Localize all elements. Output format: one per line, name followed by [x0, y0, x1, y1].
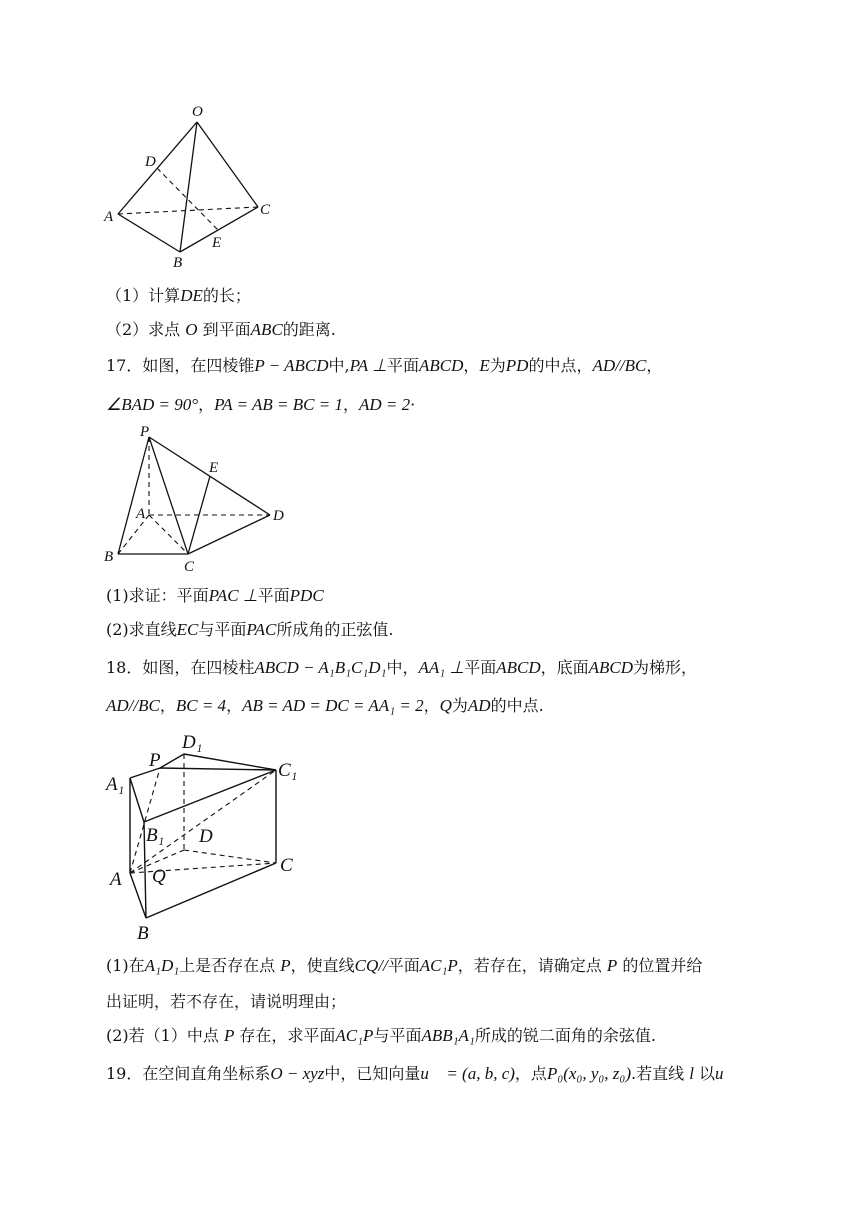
text-run: 中，	[386, 658, 419, 677]
text-run: ，使直线	[290, 956, 355, 975]
text-run: .若直线	[631, 1064, 690, 1083]
math-expression: AA₁ ⊥	[418, 658, 465, 677]
math-expression: ∠BAD = 90°	[106, 395, 199, 414]
math-expression: AC₁P	[335, 1026, 374, 1045]
label-A1: A₁	[106, 774, 125, 795]
text-run: (2)求直线	[106, 620, 177, 639]
label-D: D	[145, 154, 156, 170]
text-run: ，	[646, 356, 663, 375]
label-A: A	[104, 209, 114, 225]
text-run: ，	[159, 696, 176, 715]
label-A: A	[110, 869, 122, 890]
label-E: E	[212, 235, 222, 251]
label-P: P	[149, 750, 161, 771]
math-expression: AD//BC	[592, 356, 647, 375]
text-run: ，底面	[540, 658, 589, 677]
math-expression: AC₁P	[419, 956, 458, 975]
text-run: ，	[463, 356, 480, 375]
text-run: (1)求证：平面	[106, 586, 209, 605]
q18-part1a	[106, 954, 702, 978]
text-run: 平面	[387, 956, 420, 975]
math-expression: P	[280, 956, 291, 975]
q16-part2-text: （2）求点	[106, 320, 181, 339]
math-expression: ABCD − A₁B₁C₁D₁	[254, 658, 387, 677]
q16-part2-math2: ABC	[250, 320, 283, 339]
text-run: 与平面	[373, 1026, 422, 1045]
math-expression: E	[479, 356, 490, 375]
math-expression: PA = AB = BC = 1	[214, 395, 343, 414]
math-expression: PDC	[289, 586, 324, 605]
text-run: 平面	[464, 658, 497, 677]
math-expression: l	[689, 1064, 694, 1083]
text-run: 中,	[328, 356, 350, 375]
text-run: 所成的锐二面角的余弦值.	[474, 1026, 656, 1045]
q16-part1-tail: 的长；	[202, 286, 251, 305]
text-run: ·	[410, 395, 416, 414]
q18-part2	[106, 1024, 656, 1048]
math-expression: ABCD	[418, 356, 464, 375]
math-expression: BC = 4	[175, 696, 227, 715]
text-run: 18．如图，在四棱柱	[106, 658, 255, 677]
math-expression: AD	[467, 696, 491, 715]
q16-part1-math: DE	[180, 286, 203, 305]
prism-figure	[100, 728, 310, 943]
pyramid-figure	[100, 420, 300, 580]
text-run: ，	[423, 696, 440, 715]
text-run: 的中点，	[528, 356, 593, 375]
label-D: D	[199, 826, 213, 847]
math-expression: O − xyz	[270, 1064, 325, 1083]
label-C: C	[280, 855, 293, 876]
text-run: 的中点.	[490, 696, 544, 715]
text-run: ，若存在，请确定点	[457, 956, 607, 975]
text-run: 中，已知向量	[324, 1064, 421, 1083]
text-run: ，	[226, 696, 243, 715]
math-expression: PD	[505, 356, 529, 375]
math-expression: u⃗	[715, 1064, 737, 1083]
label-Q: Q	[152, 866, 166, 887]
q17-line2	[106, 393, 415, 417]
label-B: B	[173, 255, 183, 271]
q18-line2	[106, 694, 544, 718]
text-run: 为	[451, 696, 468, 715]
q16-part2-mid: 到平面	[202, 320, 251, 339]
math-expression: AB = AD = DC = AA₁ = 2	[242, 696, 424, 715]
math-expression: P	[606, 956, 618, 975]
text-run: 的位置并给	[617, 956, 703, 975]
q16-part2-math1: O	[185, 320, 198, 339]
label-B: B	[137, 923, 149, 943]
math-expression: u⃗ = (a, b, c)	[420, 1064, 515, 1083]
math-expression: P − ABCD	[254, 356, 329, 375]
math-expression: P	[223, 1026, 235, 1045]
math-expression: CQ//	[354, 956, 388, 975]
math-expression: AD = 2	[358, 395, 411, 414]
tetrahedron-figure	[100, 100, 290, 275]
math-expression: ABCD	[496, 658, 541, 677]
math-expression: EC	[176, 620, 199, 639]
text-run: (1)在	[106, 956, 145, 975]
math-expression: PAC ⊥	[208, 586, 258, 605]
math-expression: A₁D₁	[144, 956, 180, 975]
q16-part1	[106, 284, 251, 308]
text-run: 平面	[386, 356, 419, 375]
math-expression: P₀(x₀, y₀, z₀)	[546, 1064, 631, 1083]
text-run: 为	[489, 356, 506, 375]
text-run: 出证明，若不存在，请说明理由；	[106, 992, 347, 1011]
text-run: ，点	[514, 1064, 547, 1083]
text-run: (2)若（1）中点	[106, 1026, 224, 1045]
label-C1: C₁	[278, 760, 298, 781]
math-expression: ABB₁A₁	[421, 1026, 475, 1045]
label-O: O	[192, 104, 203, 120]
q16-part2	[106, 318, 336, 342]
q16-part2-tail: 的距离.	[282, 320, 336, 339]
q19-line1	[106, 1062, 737, 1086]
label-D1: D₁	[182, 732, 203, 753]
q17-line1	[106, 354, 662, 378]
label-D: D	[273, 508, 284, 524]
text-run: ，	[198, 395, 215, 414]
label-C: C	[260, 202, 271, 218]
text-run: ，	[342, 395, 359, 414]
math-expression: PA ⊥	[349, 356, 387, 375]
text-run: 为梯形，	[633, 658, 698, 677]
math-expression: AD//BC	[106, 696, 160, 715]
math-expression: ABCD	[588, 658, 634, 677]
q17-part1	[106, 584, 324, 608]
text-run: 19．在空间直角坐标系	[106, 1064, 271, 1083]
q18-part1b	[106, 990, 346, 1014]
text-run: 存在，求平面	[234, 1026, 336, 1045]
text-run: 17．如图，在四棱锥	[106, 356, 255, 375]
text-run: 与平面	[198, 620, 247, 639]
math-expression: Q	[439, 696, 452, 715]
label-E: E	[209, 460, 219, 476]
label-B1: B₁	[146, 825, 165, 846]
q16-part1-text: （1）计算	[106, 286, 181, 305]
label-A: A	[136, 506, 146, 522]
text-run: 平面	[257, 586, 290, 605]
text-run: 所成角的正弦值.	[276, 620, 394, 639]
text-run: 上是否存在点	[179, 956, 281, 975]
label-B: B	[104, 549, 114, 565]
label-C: C	[184, 559, 195, 575]
math-expression: PAC	[246, 620, 277, 639]
q17-part2	[106, 618, 393, 642]
label-P: P	[140, 424, 150, 440]
text-run: 以	[693, 1064, 716, 1083]
q18-line1	[106, 656, 697, 680]
